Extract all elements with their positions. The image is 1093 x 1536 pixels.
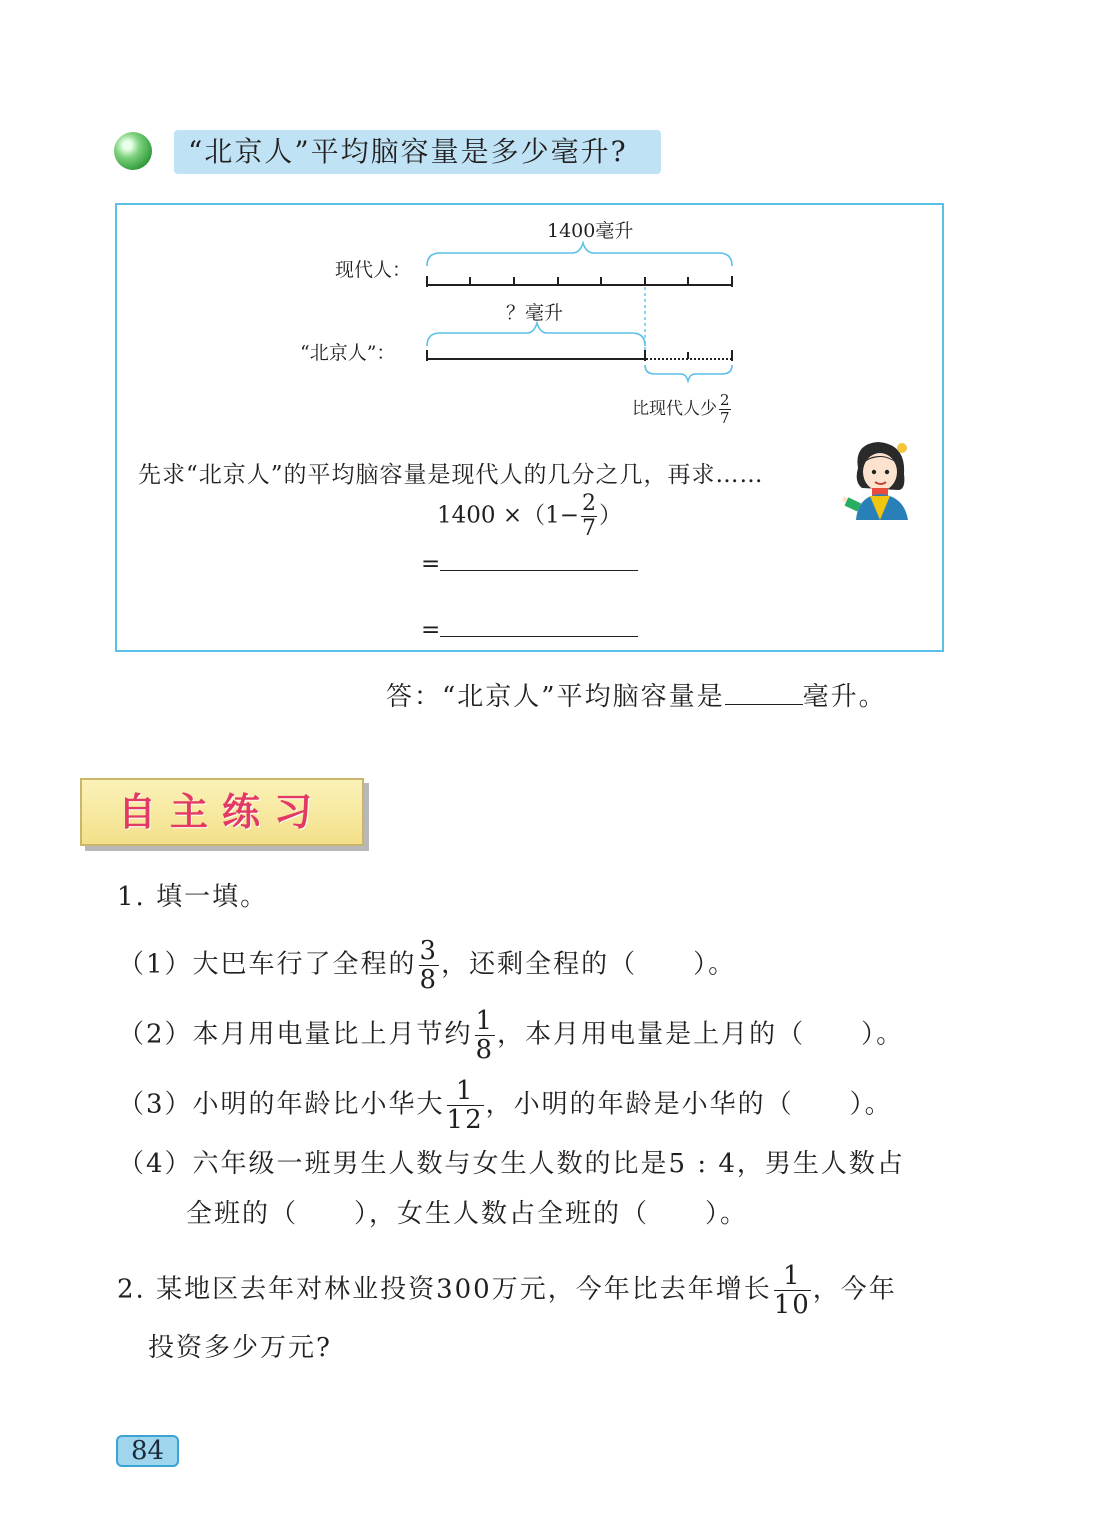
modern-segment [427, 276, 732, 287]
formula-fraction [581, 493, 597, 540]
formula-step-2 [421, 614, 638, 643]
total-label: 1400毫升 [547, 220, 634, 242]
less-label-text: 比现代人少 [632, 399, 717, 419]
exercise-1-q2 [118, 1008, 904, 1063]
exercise-2-line1 [117, 1263, 897, 1318]
less-fraction [719, 393, 731, 426]
q1-prefix: （1）大巴车行了全程的 [118, 949, 417, 980]
q2-prefix: （2）本月用电量比上月节约 [118, 1019, 473, 1050]
ex2-fraction [774, 1263, 811, 1318]
q1-suffix: ，还剩全程的（ ）。 [441, 949, 737, 980]
fraction-numerator: 2 [720, 391, 730, 409]
ex2-prefix: 2. 某地区去年对林业投资300万元，今年比去年增长 [117, 1274, 772, 1305]
q1-fraction [419, 938, 440, 993]
answer-blank [725, 678, 803, 705]
ex2-suffix: ，今年 [812, 1274, 897, 1305]
fraction-denominator: 8 [475, 1035, 495, 1065]
fraction-numerator: 3 [419, 936, 439, 966]
q3-fraction [447, 1078, 484, 1133]
peking-label: “北京人”： [300, 342, 396, 364]
modern-label: 现代人： [335, 259, 412, 281]
answer-prefix: 答：“北京人”平均脑容量是 [386, 682, 725, 712]
fraction-numerator: 1 [774, 1263, 811, 1291]
exercise-1-q4-line2: 全班的（ ），女生人数占全班的（ ）。 [186, 1199, 749, 1229]
hint-text: 先求“北京人”的平均脑容量是现代人的几分之几，再求…… [138, 462, 764, 488]
answer-suffix: 毫升。 [802, 682, 887, 712]
answer-line [386, 676, 887, 713]
fraction-denominator: 7 [582, 516, 597, 541]
exercise-1-q4-line1: （4）六年级一班男生人数与女生人数的比是5 : 4，男生人数占 [118, 1149, 905, 1179]
q2-fraction [475, 1008, 496, 1063]
girl-illustration [840, 438, 920, 520]
fraction-denominator: 10 [773, 1290, 811, 1320]
exercise-2-line2: 投资多少万元? [148, 1333, 332, 1363]
fraction-denominator: 8 [419, 965, 439, 995]
blank-line [440, 614, 638, 637]
q2-suffix: ，本月用电量是上月的（ ）。 [497, 1019, 905, 1050]
formula-step-1 [421, 548, 638, 577]
q3-suffix: ，小明的年龄是小华的（ ）。 [485, 1089, 893, 1120]
fraction-denominator: 12 [446, 1105, 484, 1135]
unknown-brace [427, 323, 645, 346]
equals-sign: = [421, 551, 441, 577]
fraction-numerator: 1 [475, 1006, 495, 1036]
fraction-numerator: 1 [447, 1078, 484, 1106]
section-title: 自主练习 [117, 790, 326, 834]
green-ball-icon [114, 132, 152, 170]
fraction-numerator: 2 [582, 491, 597, 516]
exercise-1-title: 1. 填一填。 [117, 882, 269, 912]
total-brace [427, 243, 732, 266]
less-brace [645, 365, 732, 381]
page-number: 84 [116, 1435, 179, 1467]
exercise-1-q3 [118, 1078, 893, 1133]
equals-sign: = [421, 617, 441, 643]
exercise-1-q1 [118, 938, 736, 993]
less-label [632, 393, 733, 426]
formula-suffix: ） [599, 502, 623, 529]
formula [437, 493, 622, 540]
question-heading: “北京人”平均脑容量是多少毫升? [174, 130, 661, 174]
fraction-denominator: 7 [720, 409, 730, 427]
formula-prefix: 1400 ×（1− [437, 502, 580, 529]
line-segment-diagram [115, 203, 944, 652]
q3-prefix: （3）小明的年龄比小华大 [118, 1089, 445, 1120]
blank-line [440, 548, 638, 571]
unknown-label: ？毫升 [506, 302, 564, 324]
